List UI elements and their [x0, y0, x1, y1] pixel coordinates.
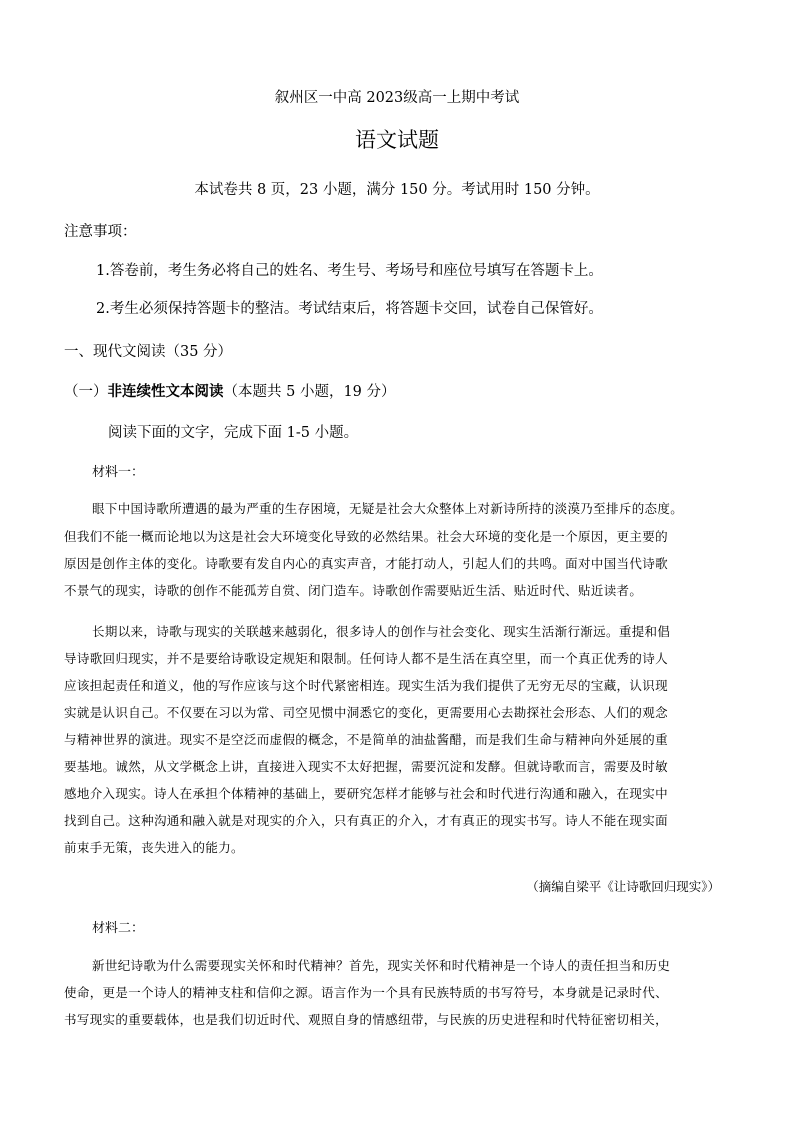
paragraph-line: 眼下中国诗歌所遭遇的最为严重的生存困境，无疑是社会大众整体上对新诗所持的淡漠乃至排斥的态度。 [92, 501, 684, 516]
school-exam-line: 叙州区一中高 2023级高一上期中考试 [274, 90, 520, 106]
subsection-prefix: （一） [64, 384, 108, 400]
subsection-title [64, 380, 396, 401]
paragraph-line: 新世纪诗歌为什么需要现实关怀和时代精神？首先，现实关怀和时代精神是一个诗人的责任担当和历史 [92, 958, 671, 973]
paragraph-line: 使命，更是一个诗人的精神支柱和信仰之源。语言作为一个具有民族特质的书写符号，本身就是记录时代、 [64, 985, 668, 1000]
exam-meta: 本试卷共 8 页，23 小题，满分 150 分。考试用时 150 分钟。 [194, 182, 600, 198]
paragraph-line: 找到自己。这种沟通和融入就是对现实的介入，只有真正的介入，才有真正的现实书写。诗人不能在现实面 [64, 813, 668, 828]
paragraph-line: 但我们不能一概而论地以为这是社会大环境变化导致的必然结果。社会大环境的变化是一个原因，更主要的 [64, 529, 668, 544]
subsection-bold: 非连续性文本阅读 [107, 383, 224, 400]
paragraph-line: 前束手无策，丧失进入的能力。 [64, 840, 244, 855]
reading-instruction: 阅读下面的文字，完成下面 1-5 小题。 [108, 425, 359, 441]
paragraph-line: 与精神世界的演进。现实不是空泛而虚假的概念，不是简单的油盐酱醋，而是我们生命与精神向外延展的重 [64, 732, 668, 747]
paragraph-line: 原因是创作主体的变化。诗歌要有发自内心的真实声音，才能打动人，引起人们的共鸣。面对中国当代诗歌 [64, 556, 668, 571]
section-title: 一、现代文阅读（35 分） [64, 344, 233, 360]
paper-title: 语文试题 [355, 128, 439, 152]
material1-source: （摘编自梁平《让诗歌回归现实》） [526, 879, 720, 894]
paragraph-line: 长期以来，诗歌与现实的关联越来越弱化，很多诗人的创作与社会变化、现实生活渐行渐远。重提和倡 [92, 624, 671, 639]
paragraph-line: 实就是认识自己。不仅要在习以为常、司空见惯中洞悉它的变化，更需要用心去勘探社会形态、人们的观念 [64, 705, 668, 720]
paragraph-line: 应该担起责任和道义，他的写作应该与这个时代紧密相连。现实生活为我们提供了无穷无尽的宝藏，认识现 [64, 678, 668, 693]
subsection-suffix: （本题共 5 小题，19 分） [223, 384, 396, 400]
paragraph-line: 导诗歌回归现实，并不是要给诗歌设定规矩和限制。任何诗人都不是生活在真空里，而一个真正优秀的诗人 [64, 651, 668, 666]
note-item: 1.答卷前，考生务必将自己的姓名、考生号、考场号和座位号填写在答题卡上。 [96, 263, 603, 279]
material2-label: 材料二： [92, 921, 145, 936]
notes-heading: 注意事项： [64, 224, 137, 240]
note-item: 2.考生必须保持答题卡的整洁。考试结束后，将答题卡交回，试卷自己保管好。 [96, 301, 603, 317]
paragraph-line: 不景气的现实，诗歌的创作不能孤芳自赏、闭门造车。诗歌创作需要贴近生活、贴近时代、贴近读者。 [64, 583, 643, 598]
paragraph-line: 感地介入现实。诗人在承担个体精神的基础上，要研究怎样才能够与社会和时代进行沟通和融入，在现实中 [64, 786, 668, 801]
material1-label: 材料一： [92, 465, 145, 480]
paragraph-line: 书写现实的重要载体，也是我们切近时代、观照自身的情感纽带，与民族的历史进程和时代特征密切相关， [64, 1012, 668, 1027]
paragraph-line: 要基地。诚然，从文学概念上讲，直接进入现实不太好把握，需要沉淀和发酵。但就诗歌而言，需要及时敏 [64, 759, 668, 774]
